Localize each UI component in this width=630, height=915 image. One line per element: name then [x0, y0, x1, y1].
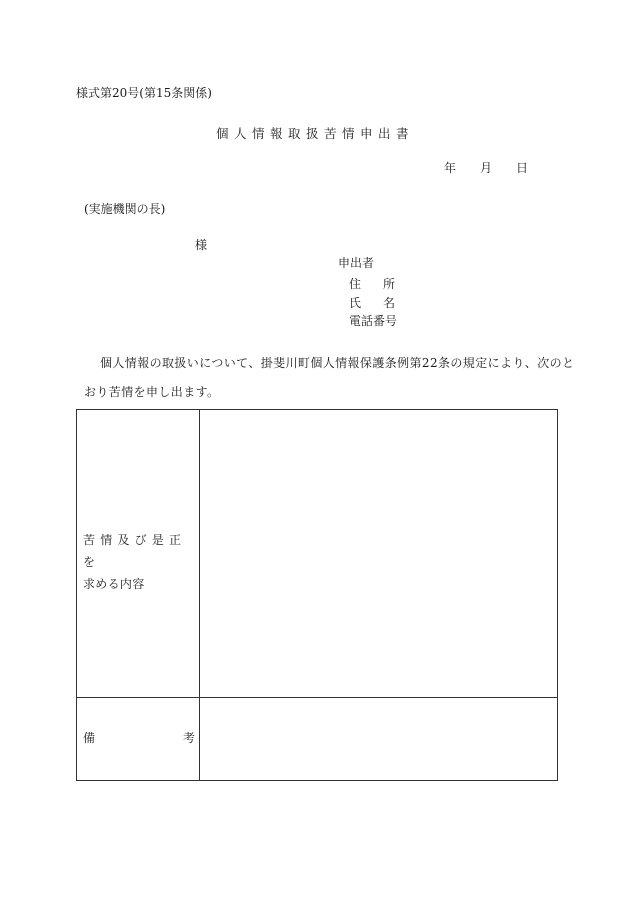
complaint-label-line-1: 苦情及び是正を [83, 533, 187, 569]
remarks-row [77, 698, 557, 780]
form-number: 様式第20号(第15条関係) [76, 86, 212, 100]
remarks-label-cell [77, 698, 200, 780]
remarks-label-right: 考 [182, 731, 195, 745]
complaint-label [83, 529, 199, 595]
remarks-label-left: 備 [83, 731, 96, 745]
complaint-label-line-2: 求める内容 [83, 577, 145, 591]
applicant-name-label: 氏名 [349, 296, 418, 310]
applicant-phone-label: 電話番号 [349, 314, 398, 328]
body-text-line-1: 個人情報の取扱いについて、掛斐川町個人情報保護条例第22条の規定により、次のと [100, 356, 575, 370]
date-month-label: 月 [480, 161, 493, 175]
body-text-line-2: おり苦情を申し出ます。 [84, 385, 220, 399]
complaint-table [76, 409, 558, 781]
addressee: (実施機関の長) [84, 202, 166, 216]
complaint-content-field[interactable] [200, 410, 557, 697]
date-row [444, 159, 528, 176]
date-day-label: 日 [516, 161, 529, 175]
remarks-label [83, 729, 195, 746]
complaint-row [77, 410, 557, 698]
honorific: 様 [195, 238, 208, 252]
applicant-label: 申出者 [338, 256, 375, 270]
form-title: 個人情報取扱苦情申出書 [215, 126, 414, 141]
date-year-label: 年 [444, 161, 457, 175]
applicant-address-label: 住所 [349, 277, 418, 291]
complaint-label-cell [77, 410, 200, 697]
remarks-field[interactable] [200, 698, 557, 780]
